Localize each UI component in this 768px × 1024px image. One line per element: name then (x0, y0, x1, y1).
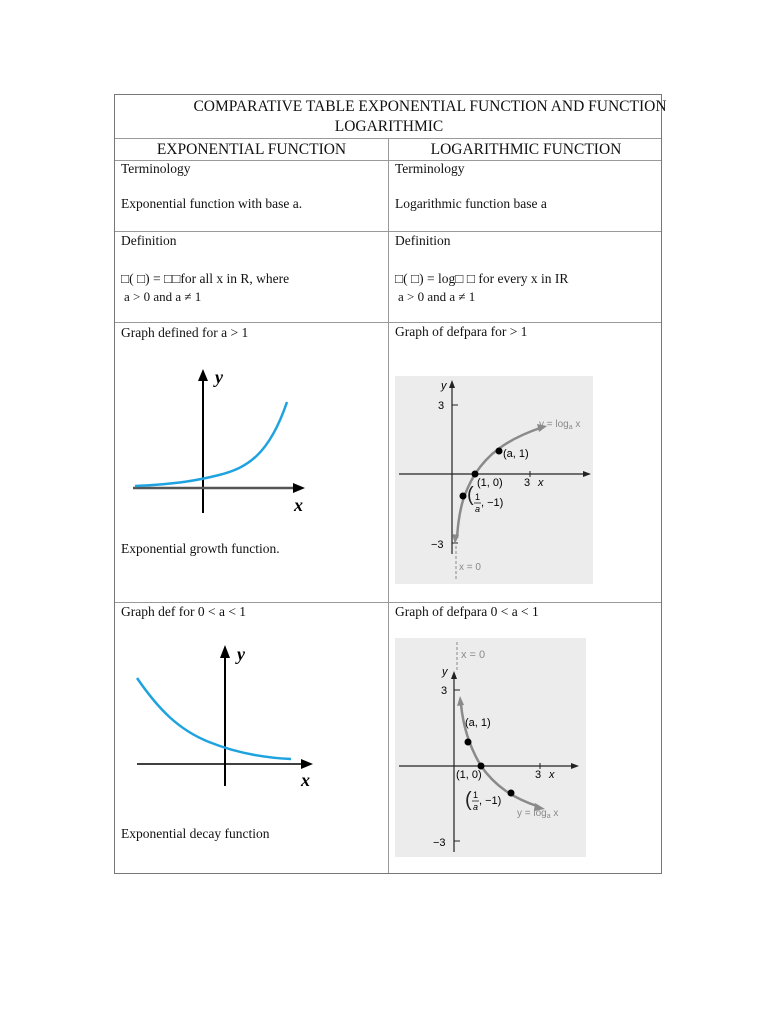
logarithmic-growth-graph (395, 376, 593, 584)
logarithmic-definition-condition: a > 0 and a ≠ 1 (398, 289, 476, 304)
x-axis-arrow (293, 483, 305, 493)
y-axis-label: y (442, 666, 448, 678)
exponential-definition-formula: □( □) = □□for all x in R, where (121, 271, 290, 286)
x-axis-label: x (549, 769, 555, 781)
logarithmic-definition-formula: □( □) = log□ □ for every x in IR (395, 271, 569, 286)
point-inverse-a (508, 790, 515, 797)
y-tick-label: −3 (431, 539, 444, 551)
point-1-0-label: (1, 0) (477, 477, 503, 489)
y-tick-label: 3 (441, 685, 448, 697)
open-paren: ( (465, 789, 472, 811)
x-tick-label: 3 (524, 477, 531, 489)
y-axis-label: y (215, 367, 223, 387)
decay-caption: Exponential decay function (121, 826, 270, 841)
y-axis-arrow (220, 645, 230, 658)
exponential-growth-graph (129, 365, 329, 515)
x-axis-label: x (294, 495, 303, 515)
curve-label: $y = \log_a x$ (539, 419, 581, 431)
definition-label: Definition (121, 233, 177, 248)
column-header-exponential: EXPONENTIAL FUNCTION (156, 141, 347, 158)
x-axis-label: x (301, 770, 310, 790)
y-axis-arrow (198, 369, 208, 381)
logarithmic-terminology: Logarithmic function base a (395, 196, 547, 211)
x-axis-label: x (538, 477, 544, 489)
comparison-table (114, 94, 667, 874)
fraction-numerator: 1 (475, 492, 481, 502)
growth-caption: Exponential growth function. (121, 541, 280, 556)
table-title (115, 97, 667, 137)
y-tick-label: 3 (438, 400, 445, 412)
point-a-1-label: (a, 1) (503, 448, 529, 460)
logarithmic-decay-graph (395, 638, 586, 857)
growth-curve (135, 402, 287, 486)
growth-graph-label: Graph defined for a > 1 (121, 325, 249, 340)
decay-curve (137, 678, 291, 759)
terminology-label: Terminology (395, 161, 465, 176)
exponential-definition-condition: a > 0 and a ≠ 1 (124, 289, 202, 304)
y-tick-label: −3 (433, 837, 446, 849)
terminology-label: Terminology (121, 161, 191, 176)
asymptote-label: x = 0 (461, 649, 486, 661)
open-paren: ( (467, 484, 474, 506)
log-decay-graph-label: Graph of defpara 0 < a < 1 (395, 604, 539, 619)
curve-label: $y = \log_a x$ (517, 808, 559, 820)
log-growth-graph-label: Graph of defpara for > 1 (395, 324, 528, 339)
x-tick-label: 3 (535, 769, 542, 781)
point-a-1-label: (a, 1) (465, 717, 491, 729)
fraction-denominator: a (473, 802, 479, 812)
point-inverse-label: , −1) (479, 795, 502, 807)
column-divider (388, 139, 389, 873)
point-a-1 (465, 739, 472, 746)
fraction-denominator: a (475, 504, 481, 514)
y-axis-label: y (441, 380, 447, 392)
y-axis-label: y (237, 644, 245, 664)
point-inverse-a (460, 493, 467, 500)
asymptote-label: x = 0 (459, 562, 481, 573)
fraction-numerator: 1 (473, 790, 479, 800)
definition-label: Definition (395, 233, 451, 248)
x-axis-arrow (301, 759, 313, 769)
exponential-decay-graph (129, 640, 329, 790)
point-a-1 (496, 448, 503, 455)
column-header-logarithmic: LOGARITHMIC FUNCTION (430, 141, 622, 158)
table-title-line2: LOGARITHMIC (334, 118, 444, 135)
table-title-line1: COMPARATIVE TABLE EXPONENTIAL FUNCTION AND FUNCTION (193, 98, 667, 115)
graph-panel (395, 638, 586, 857)
decay-graph-label: Graph def for 0 < a < 1 (121, 604, 247, 619)
point-1-0-label: (1, 0) (456, 769, 482, 781)
exponential-terminology: Exponential function with base a. (121, 196, 303, 211)
point-inverse-label: , −1) (481, 497, 504, 509)
